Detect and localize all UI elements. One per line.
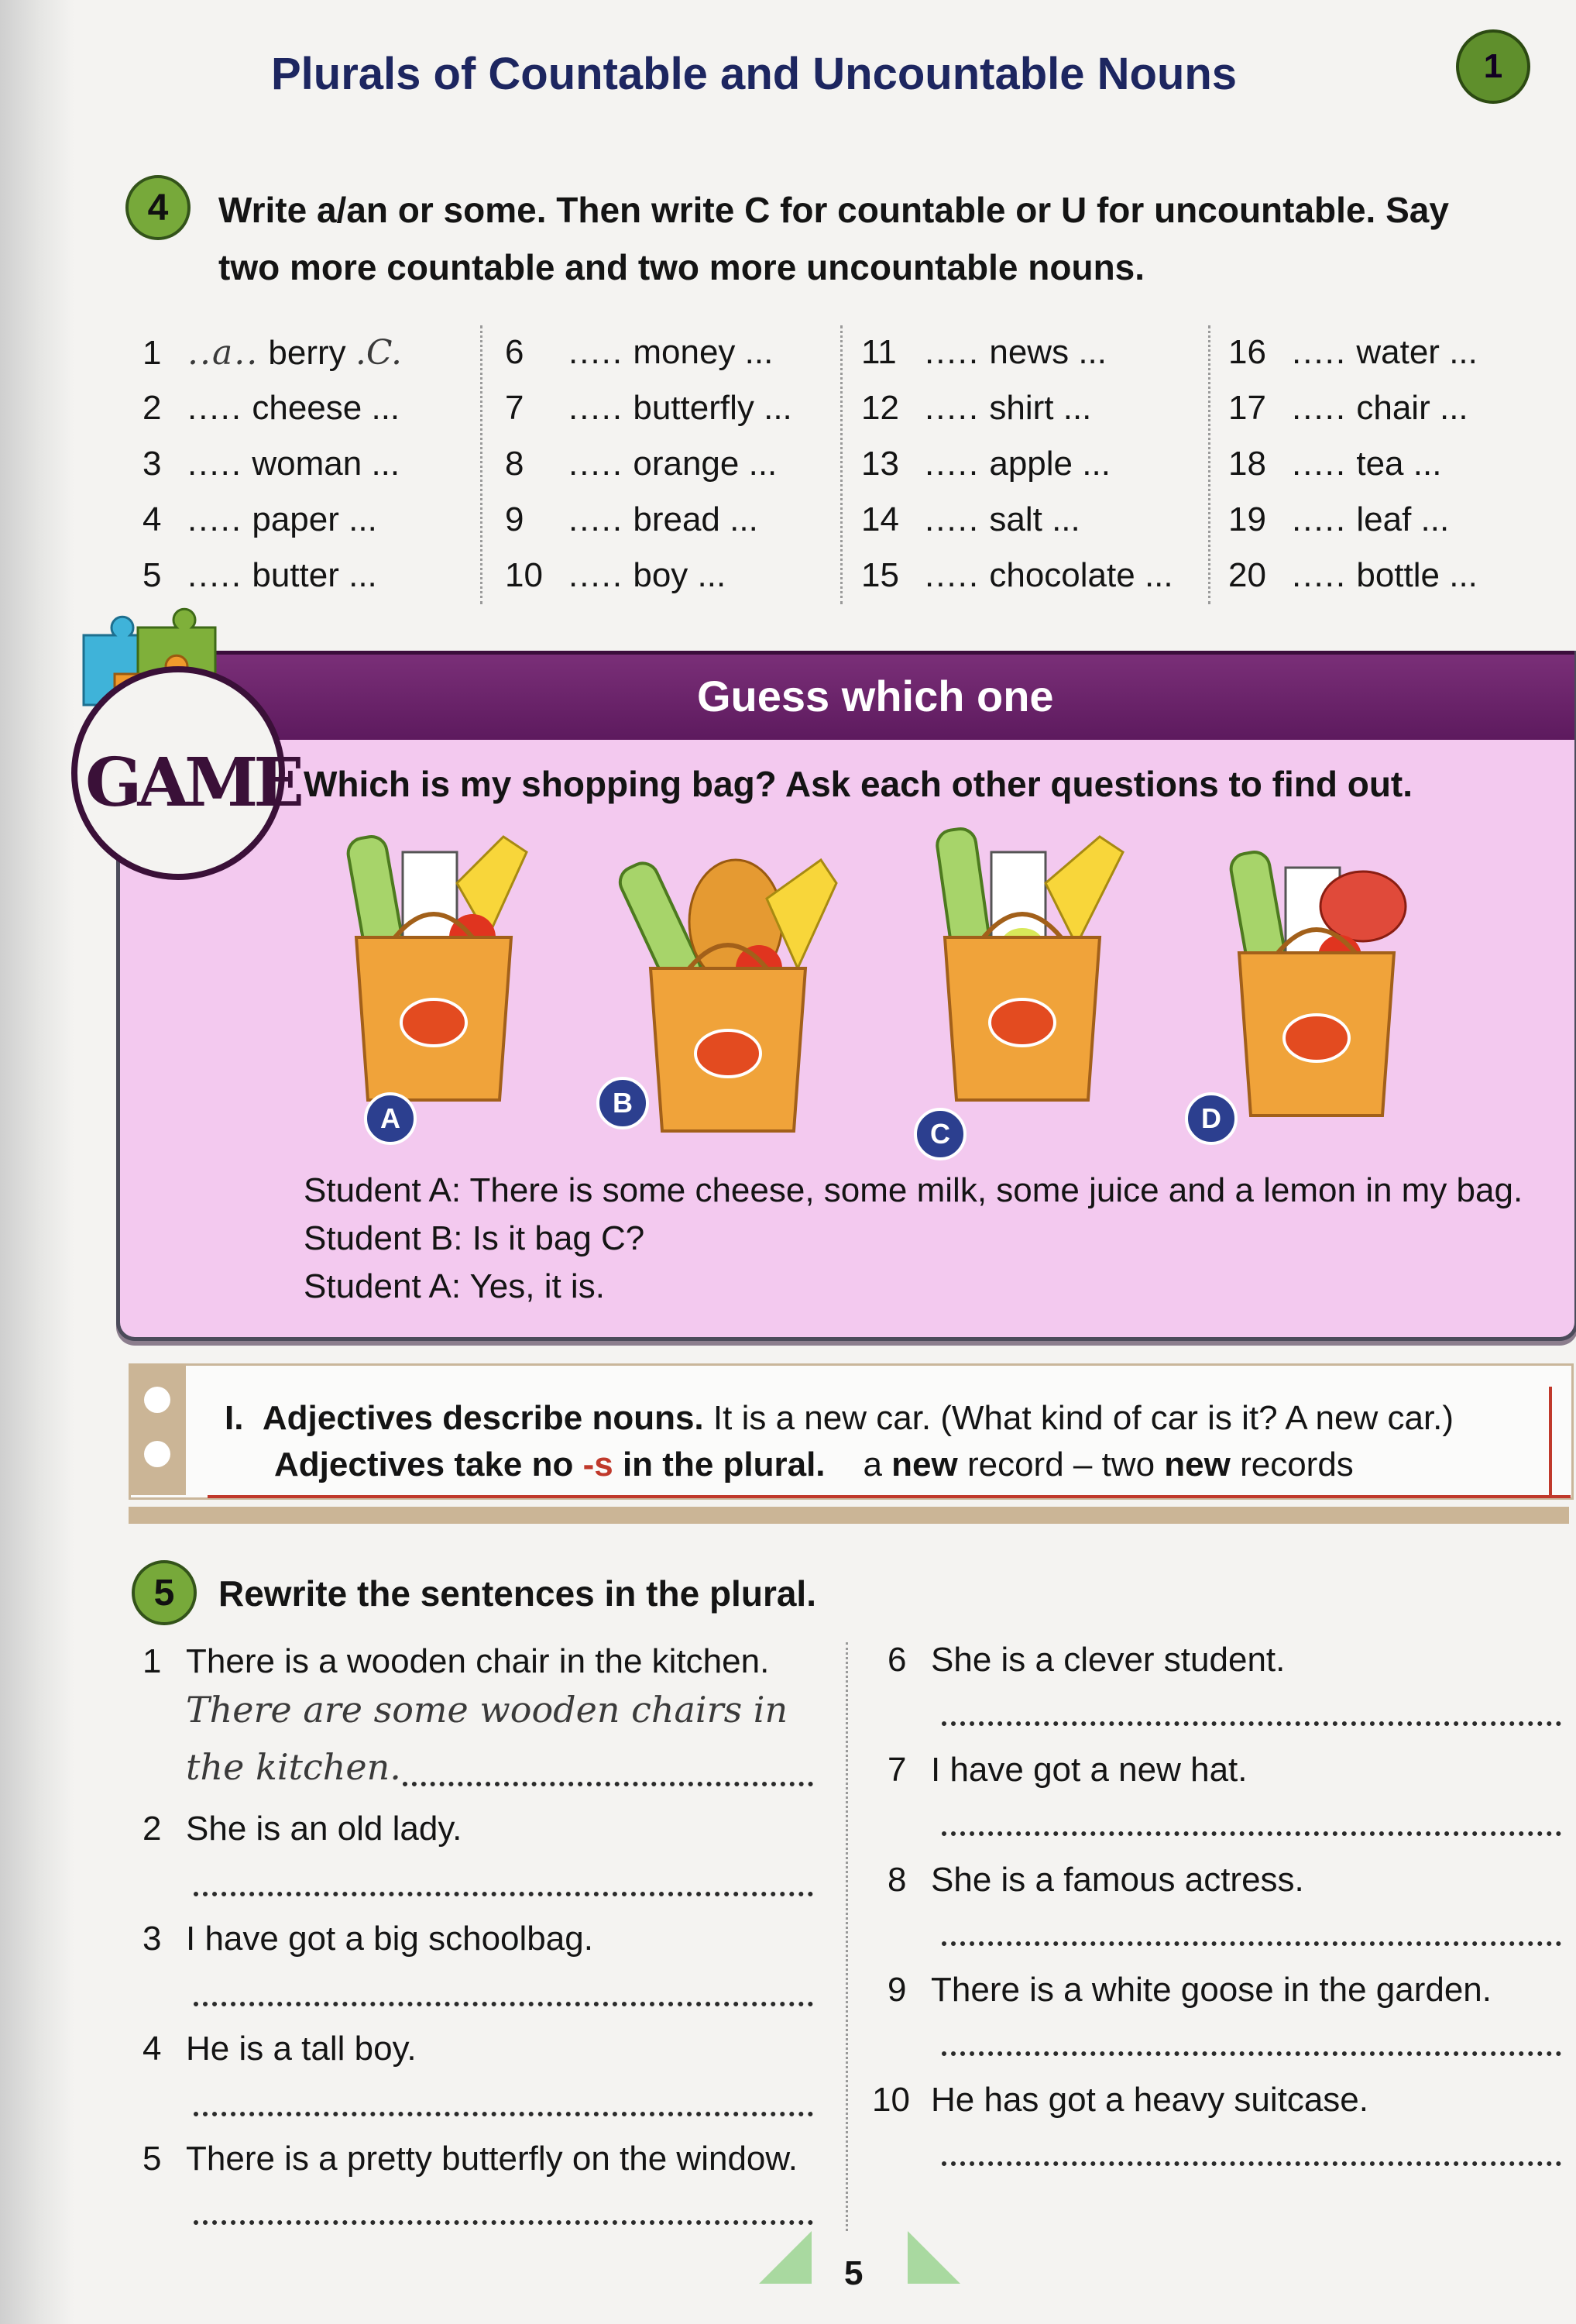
noun-item: 19 ..... leaf ...: [1228, 500, 1450, 538]
noun-item: 18 ..... tea ...: [1228, 445, 1442, 483]
answer-line[interactable]: [942, 1941, 1561, 1946]
answer-line[interactable]: [942, 2051, 1561, 2056]
noun-item: 11 ..... news ...: [861, 333, 1107, 371]
exercise-4-instruction-line1: Write a/an or some. Then write C for countable or U for uncountable. Say: [218, 190, 1449, 230]
sentence-4: 4 He is a tall boy.: [142, 2030, 417, 2068]
noun-item: 8 ..... orange ...: [505, 445, 778, 483]
exercise-5-badge: 5: [132, 1560, 197, 1625]
noun-item: 20 ..... bottle ...: [1228, 556, 1478, 594]
bag-label-a: A: [364, 1092, 417, 1145]
sentence-8: 8 She is a famous actress.: [888, 1861, 1304, 1899]
page-corner-decoration: [908, 2231, 960, 2284]
noun-item: 6 ..... money ...: [505, 333, 774, 371]
sentence-5: 5 There is a pretty butterfly on the window.: [142, 2140, 798, 2178]
unit-badge: 1: [1456, 29, 1530, 104]
bag-c: [936, 827, 1123, 1100]
answer-line[interactable]: [194, 2002, 813, 2006]
answer-line[interactable]: [942, 1721, 1561, 1726]
grammar-box-rule: [1549, 1387, 1552, 1495]
noun-item: 16 ..... water ...: [1228, 333, 1478, 371]
binder-hole: [144, 1387, 170, 1413]
grammar-line-1: I. Adjectives describe nouns. It is a new car. (What kind of car is it? A new car.): [225, 1399, 1454, 1437]
noun-item: 12 ..... shirt ...: [861, 389, 1092, 427]
grammar-box-footer: [129, 1507, 1569, 1524]
sentence-2: 2 She is an old lady.: [142, 1810, 462, 1848]
sentence-10: 10 He has got a heavy suitcase.: [872, 2081, 1368, 2119]
noun-item: 3 ..... woman ...: [142, 445, 400, 483]
example-answer-line-2: the kitchen.: [186, 1746, 401, 1788]
noun-item: 10 ..... boy ...: [505, 556, 726, 594]
noun-item: 17 ..... chair ...: [1228, 389, 1468, 427]
game-title: Guess which one: [697, 672, 1054, 720]
sentence-6: 6 She is a clever student.: [888, 1641, 1286, 1679]
column-divider: [1208, 325, 1210, 604]
dialogue-line: Student A: Yes, it is.: [304, 1267, 605, 1305]
grammar-box-tab: [129, 1363, 186, 1495]
bag-a: [345, 834, 527, 1100]
noun-item: 14 ..... salt ...: [861, 500, 1080, 538]
noun-item: 1 ..a.. berry .C.: [142, 333, 402, 373]
noun-item: 4 ..... paper ...: [142, 500, 377, 538]
sentence-1: 1 There is a wooden chair in the kitchen.: [142, 1642, 770, 1680]
book-spine: [0, 0, 74, 2324]
sentence-3: 3 I have got a big schoolbag.: [142, 1920, 593, 1958]
bag-label-b: B: [596, 1077, 649, 1129]
noun-item: 9 ..... bread ...: [505, 500, 758, 538]
game-logo-text: GAME: [85, 744, 300, 822]
noun-item: 7 ..... butterfly ...: [505, 389, 792, 427]
exercise-4-badge: 4: [125, 175, 191, 240]
column-divider: [846, 1642, 848, 2231]
sentence-9: 9 There is a white goose in the garden.: [888, 1971, 1492, 2009]
noun-item: 13 ..... apple ...: [861, 445, 1111, 483]
noun-item: 5 ..... butter ...: [142, 556, 377, 594]
bag-b: [615, 858, 836, 1131]
game-question: Which is my shopping bag? Ask each other questions to find out.: [304, 764, 1413, 804]
answer-line: [403, 1782, 813, 1786]
bag-label-d: D: [1185, 1092, 1238, 1145]
answer-line[interactable]: [194, 2112, 813, 2116]
page-corner-decoration: [759, 2231, 812, 2284]
dialogue-line: Student B: Is it bag C?: [304, 1219, 645, 1257]
binder-hole: [144, 1441, 170, 1467]
grammar-line-2: Adjectives take no -s in the plural. a new record – two new records: [274, 1446, 1354, 1483]
page-title: Plurals of Countable and Uncountable Nouns: [271, 49, 1238, 99]
bag-label-c: C: [914, 1108, 967, 1160]
noun-item: 15 ..... chocolate ...: [861, 556, 1173, 594]
answer-line[interactable]: [194, 1892, 813, 1896]
column-divider: [480, 325, 482, 604]
example-answer-line-1: There are some wooden chairs in: [186, 1689, 788, 1731]
answer-line[interactable]: [942, 2161, 1561, 2166]
bag-d: [1228, 850, 1406, 1116]
exercise-5-instruction: Rewrite the sentences in the plural.: [218, 1573, 816, 1614]
shopping-bags-illustration: [325, 821, 1533, 1147]
sentence-7: 7 I have got a new hat.: [888, 1751, 1248, 1789]
dialogue-line: Student A: There is some cheese, some milk, some juice and a lemon in my bag.: [304, 1171, 1523, 1209]
answer-line[interactable]: [942, 1831, 1561, 1836]
page-number: 5: [844, 2254, 864, 2292]
answer-line[interactable]: [194, 2220, 813, 2225]
exercise-4-instruction-line2: two more countable and two more uncountable nouns.: [218, 247, 1145, 287]
noun-item: 2 ..... cheese ...: [142, 389, 400, 427]
grammar-box-rule: [208, 1495, 1571, 1498]
column-divider: [840, 325, 843, 604]
